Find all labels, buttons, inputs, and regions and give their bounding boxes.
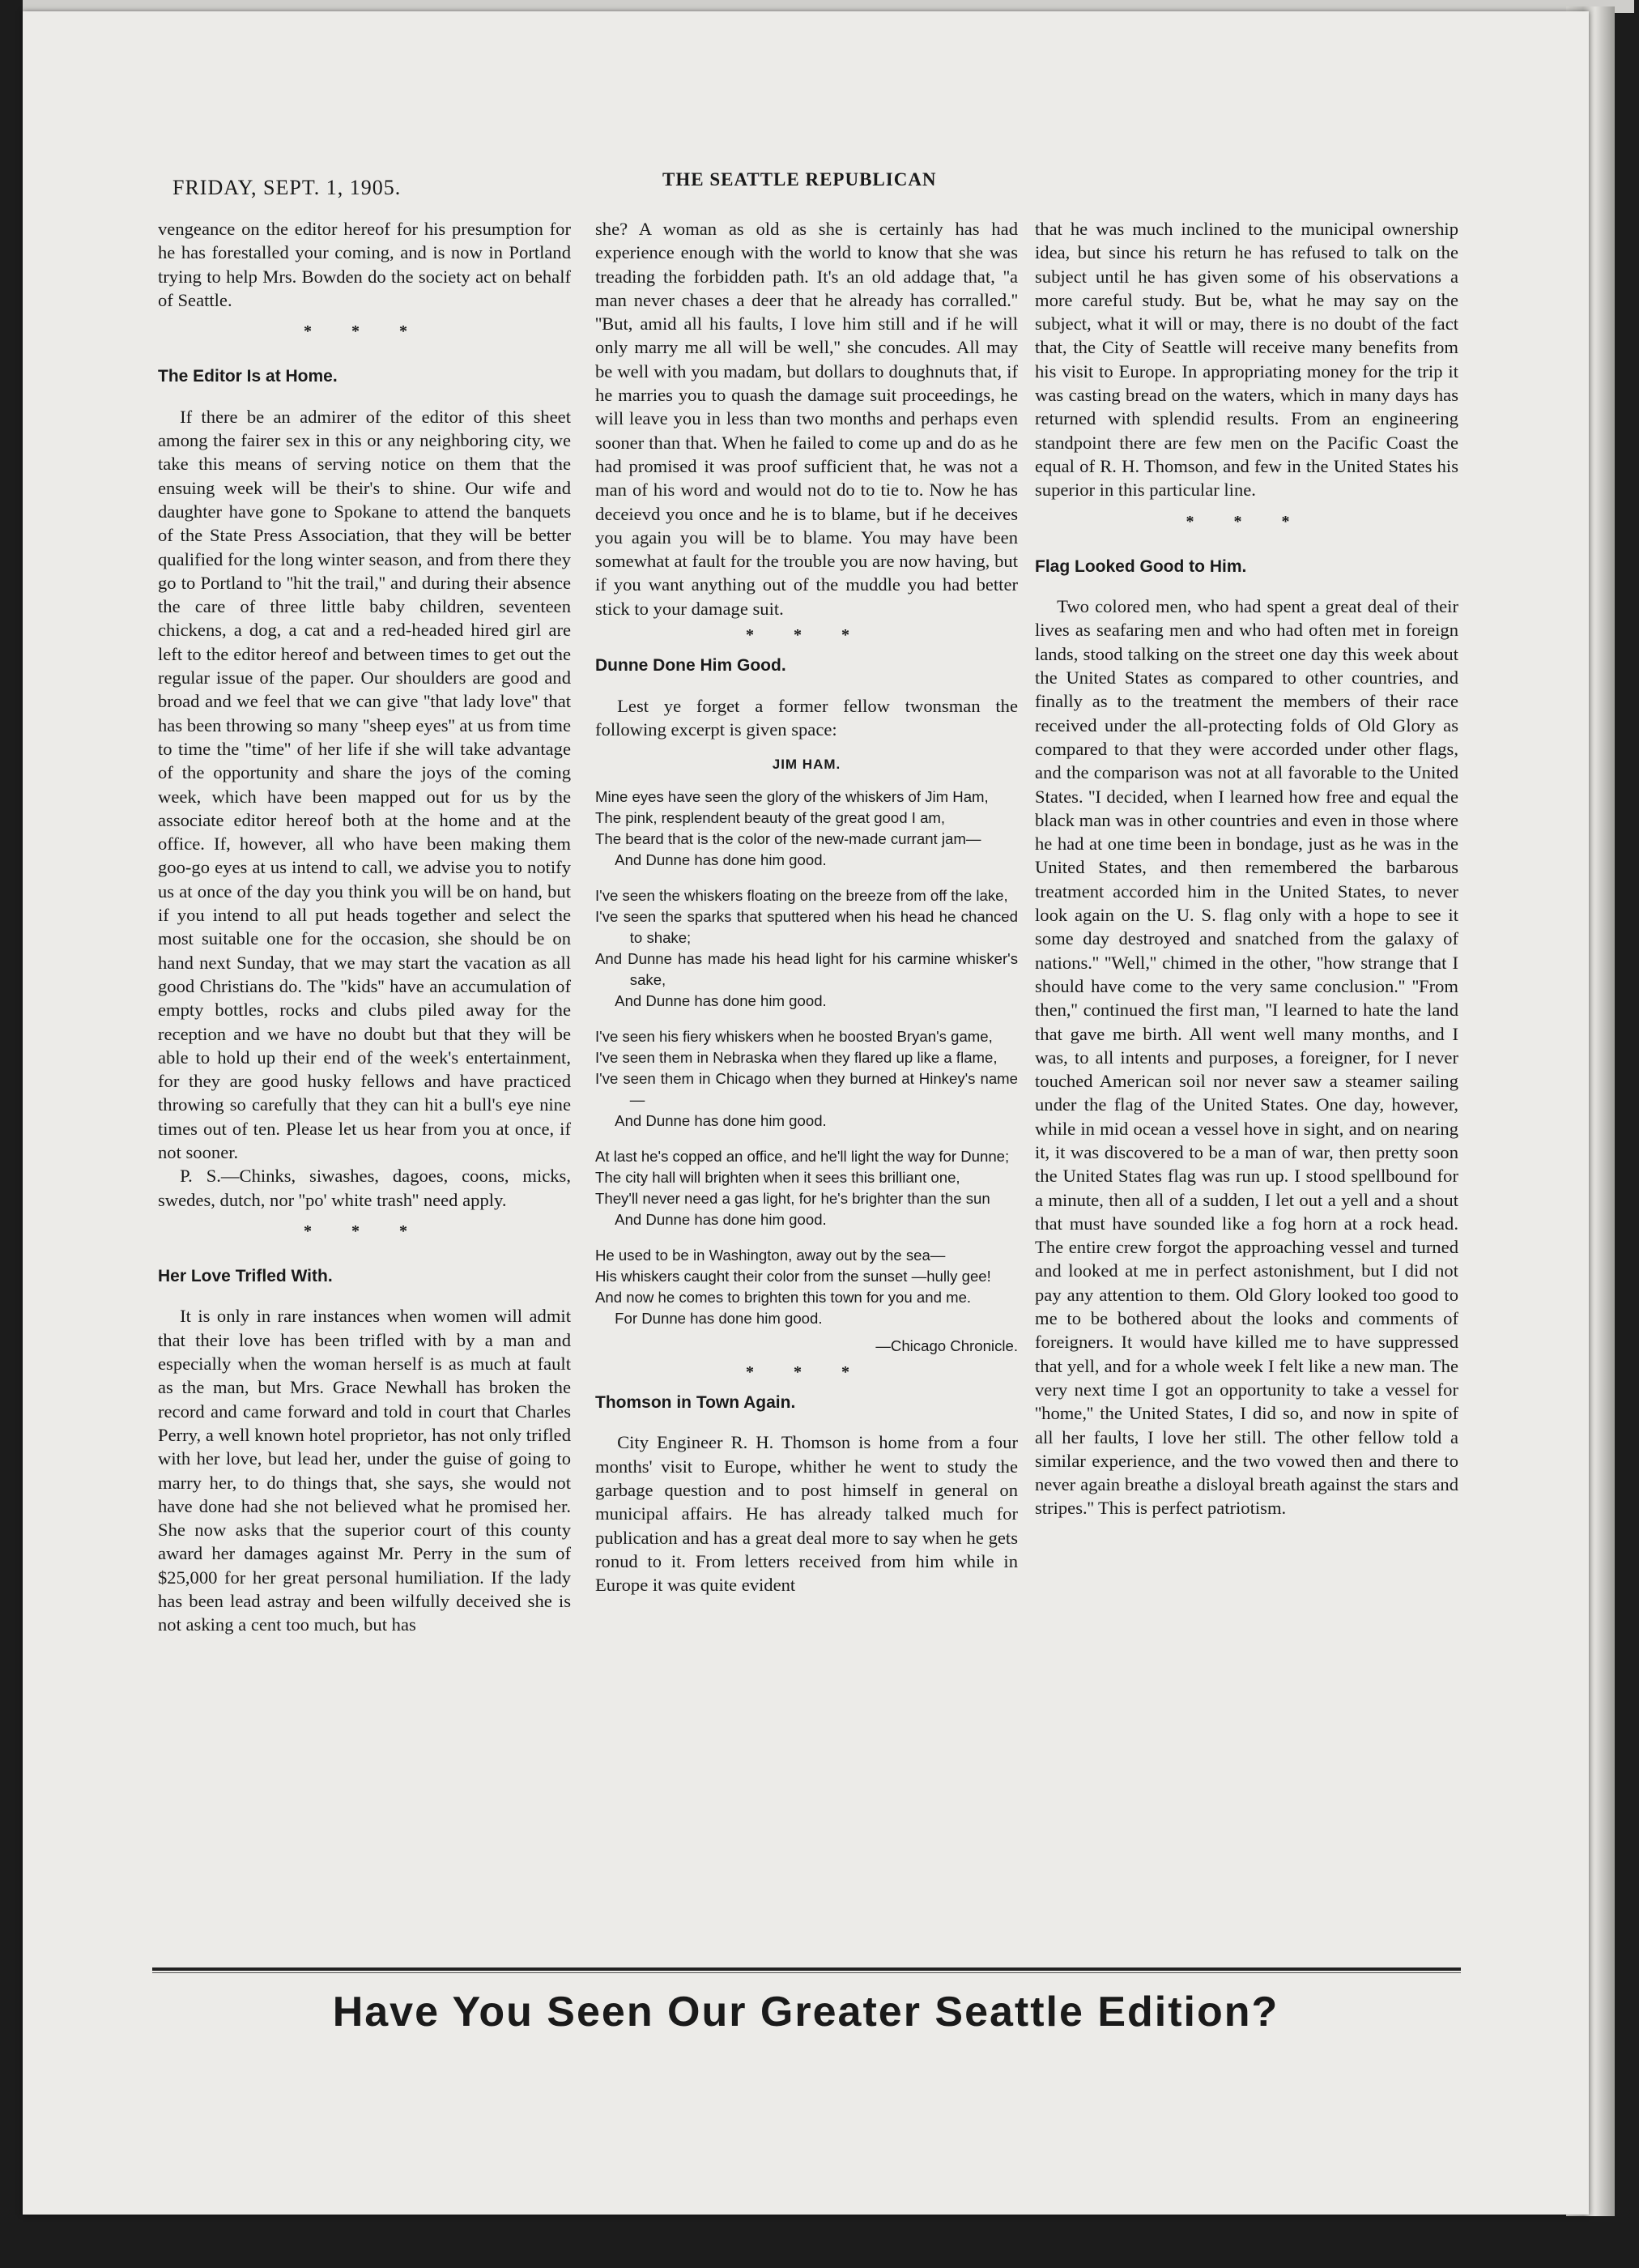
issue-date: FRIDAY, SEPT. 1, 1905.: [172, 176, 402, 199]
section-separator: * * *: [304, 322, 425, 341]
section-separator: * * *: [1186, 512, 1308, 531]
poem-stanza: [595, 1026, 1018, 1132]
article-love-trifled: It is only in rare instances when women will admit that their love has been trifled with by a man and especially when the woman herself is as much at fault as the man, but Mrs. Grace Newhall has broken the record and came forward and told in court that Charles Perry, a well known hotel proprietor, has not only trifled with her love, but lead her, under the guise of going to marry her, to do things that, she says, she would not have done had she not believed what he promised her. She now asks that the superior court of this county award her damages against Mr. Perry in the sum of $25,000 for her great personal humiliation. If the lady has been lead astray and been wilfully deceived she is not asking a cent too much, but has: [158, 1306, 571, 1635]
poem-line: They'll never need a gas light, for he's brighter than the sun: [595, 1189, 990, 1207]
poem-stanza: [595, 1146, 1018, 1230]
article-continuation: she? A woman as old as she is certainly has had experience enough with the world to know that she was treading the forbidden path. It's an old addage that, ''a man never chases a deer that he already has corralled.'' ''But, amid all his faults, I love him still and if he will only marry me all will be well,'' she concudes. All may be well with you madam, but dollars to doughnuts that, if he marries you to quash the damage suit proceedings, he will leave you in less than two months and perhaps even sooner than that. When he failed to come up and do as he had promised it was proof sufficient that, he was not a man of his word and would not do to tie to. Now he has deceievd you once and he is to blame, but if he deceives you again you will be to blame. You may have been somewhat at fault for the trouble you are now having, but if you want anything out of the muddle you had better stick to your damage suit.: [595, 219, 1018, 619]
poem-line: His whiskers caught their color from the sunset —hully gee!: [595, 1267, 991, 1285]
poem-title: JIM HAM.: [772, 757, 841, 773]
poem-line: The beard that is the color of the new-made currant jam—: [595, 829, 981, 847]
headline-editor-at-home: The Editor Is at Home.: [158, 367, 338, 386]
headline-flag: Flag Looked Good to Him.: [1035, 556, 1247, 576]
poem-stanza: [595, 787, 1018, 871]
headline-dunne: Dunne Done Him Good.: [595, 656, 786, 676]
poem-refrain: And Dunne has done him good.: [615, 1210, 827, 1228]
headline-love-trifled: Her Love Trifled With.: [158, 1267, 333, 1286]
newspaper-page: [23, 11, 1589, 2215]
article-postscript: P. S.—Chinks, siwashes, dagoes, coons, micks, swedes, dutch, nor ''po' white trash'' need apply.: [158, 1166, 571, 1210]
column-3: [1035, 217, 1458, 1520]
advertisement-banner: Have You Seen Our Greater Seattle Edition?: [332, 1989, 1279, 2036]
poem-line: The pink, resplendent beauty of the great good I am,: [595, 808, 946, 826]
poem-stanza: [595, 1245, 1018, 1329]
page-header: [23, 169, 1589, 202]
poem-stanza: [595, 885, 1018, 1012]
article-dunne-intro: Lest ye forget a former fellow twonsman the following excerpt is given space:: [595, 695, 1018, 740]
poem-line: And now he comes to brighten this town for you and me.: [595, 1288, 972, 1306]
poem-refrain: And Dunne has done him good.: [615, 1111, 827, 1129]
poem-line: Mine eyes have seen the glory of the whiskers of Jim Ham,: [595, 787, 989, 805]
poem-line: I've seen them in Nebraska when they flared up like a flame,: [595, 1048, 998, 1066]
poem-line: I've seen the whiskers floating on the breeze from off the lake,: [595, 886, 1008, 904]
headline-thomson: Thomson in Town Again.: [595, 1393, 796, 1413]
masthead: THE SEATTLE REPUBLICAN: [662, 169, 937, 190]
section-separator: * * *: [746, 626, 867, 645]
column-1: [158, 217, 571, 1637]
column-2: [595, 217, 1018, 1597]
banner-rule-thin: [152, 1972, 1461, 1973]
poem-refrain: And Dunne has done him good.: [615, 991, 827, 1009]
poem-line: And Dunne has made his head light for his carmine whisker's sake,: [595, 949, 1018, 988]
section-separator: * * *: [746, 1362, 867, 1381]
poem-refrain: And Dunne has done him good.: [615, 850, 827, 868]
article-editor-at-home: If there be an admirer of the editor of this sheet among the fairer sex in this or any neighboring city, we take this means of serving notice on them that the ensuing week will be their's to shine. Our wife and daughter have gone to Spokane to attend the banquets of the State Press Association, that they will be better qualified for the long winter season, and from there they go to Portland to ''hit the trail,'' and during their absence the care of three little baby children, seventeen chickens, a dog, a cat and a red-headed hired girl are left to the editor hereof and between times to get out the regular issue of the paper. Our shoulders are good and broad and we feel that we can give ''that lady love'' that has been throwing so many ''sheep eyes'' at us from time to time the ''time'' of her life if she will take advantage of the opportunity and share the joys of the coming week, which have been mapped out for us by the associate editor hereof both at the home and at the office. If, however, all who have been making them goo-go eyes at us intend to call, we advise you to notify us at once of the day you think you will be on hand, but if you intend to all put heads together and select the most suitable one for the occasion, she should be on hand next Sunday, that we may start the vacation as all good Christians do. The ''kids'' have an accumulation of empty bottles, rocks and clubs piled away for the reception and we have no doubt but that they will be able to hold up their end of the week's entertainment, for they are good husky fellows and have practiced throwing so carefully that they can hit a bull's eye nine times out of ten. Please let us hear from you at once, if not sooner.: [158, 406, 571, 1162]
banner-rule: [152, 1967, 1461, 1971]
poem-line: I've seen the sparks that sputtered when his head he chanced to shake;: [595, 907, 1018, 946]
section-separator: * * *: [304, 1221, 425, 1240]
poem-refrain: For Dunne has done him good.: [615, 1309, 823, 1327]
article-flag: Two colored men, who had spent a great deal of their lives as seafaring men and who had often met in foreign lands, stood talking on the street one day this week about the United States as compared to other countries, and finally as to the treatment the members of their race received under the all-protecting folds of Old Glory as compared to that they were accorded under other flags, and the comparison was not at all favorable to the United States. ''I decided, when I learned how free and equal the black man was in other countries and even in those where he had at one time been in bondage, just as he was in the United States, and then remembered the barbarous treatment accorded him in the United States, to never look again on the U. S. flag only with a hope to see it some day destroyed and snatched from the galaxy of nations.'' ''Well,'' chimed in the other, ''how strange that I should have come to the very same conclusion.'' ''From then,'' continued the first man, ''I learned to hate the land that gave me birth. All went well many months, and I was, to all intents and purposes, a foreigner, for I never touched American soil nor never saw a steamer sailing under the flag of the United States. One day, however, while in mid ocean a vessel hove in sight, and on nearing it, it was discovered to be a man of war, then pretty soon the United States flag was run up. I stood spellbound for a minute, then all of a sudden, I let out a yell and a shout that must have sounded like a fog horn at a rock head. The entire crew forgot the approaching vessel and turned and looked at me in perfect astonishment, but I did not pay any attention to them. Old Glory looked too good to me to be bothered about the looks and comments of foreigners. It would have killed me to have suppressed that yell, and for a whole week I felt like a new man. The very next time I got an opportunity to take a vessel for ''home,'' the United States, I did so, and now in spite of all her faults, I love her still. The other fellow told a similar experience, and the two vowed then and there to never again breathe a disloyal breath against the stars and stripes.'' This is perfect patriotism.: [1035, 596, 1458, 1519]
poem-credit: —Chicago Chronicle.: [875, 1336, 1018, 1354]
poem-line: I've seen his fiery whiskers when he boosted Bryan's game,: [595, 1027, 993, 1045]
poem-line: He used to be in Washington, away out by the sea—: [595, 1246, 946, 1264]
article-continuation: that he was much inclined to the municipal ownership idea, but since his return he has refused to talk on the subject until he has given some of his observations a more careful study. But be, what he may say on the subject, what it will or may, there is no doubt of the fact that, the City of Seattle will receive many benefits from his visit to Europe. In appropriating money for the trip it was casting bread on the waters, which in many days has returned with splendid results. From an engineering standpoint there are few men on the Pacific Coast the equal of R. H. Thomson, and few in the United States his superior in this particular line.: [1035, 219, 1458, 501]
poem-line: The city hall will brighten when it sees this brilliant one,: [595, 1168, 960, 1186]
poem-line: At last he's copped an office, and he'll light the way for Dunne;: [595, 1147, 1010, 1165]
poem-line: I've seen them in Chicago when they burned at Hinkey's name—: [595, 1069, 1018, 1108]
article-thomson: City Engineer R. H. Thomson is home from a four months' visit to Europe, whither he went to study the garbage question and to post himself in general on municipal affairs. He has already talked much for publication and has a great deal more to say when he gets ronud to it. From letters received from him while in Europe it was quite evident: [595, 1432, 1018, 1596]
article-continuation: vengeance on the editor hereof for his presumption for he has forestalled your coming, and is now in Portland trying to help Mrs. Bowden do the society act on behalf of Seattle.: [158, 219, 571, 310]
